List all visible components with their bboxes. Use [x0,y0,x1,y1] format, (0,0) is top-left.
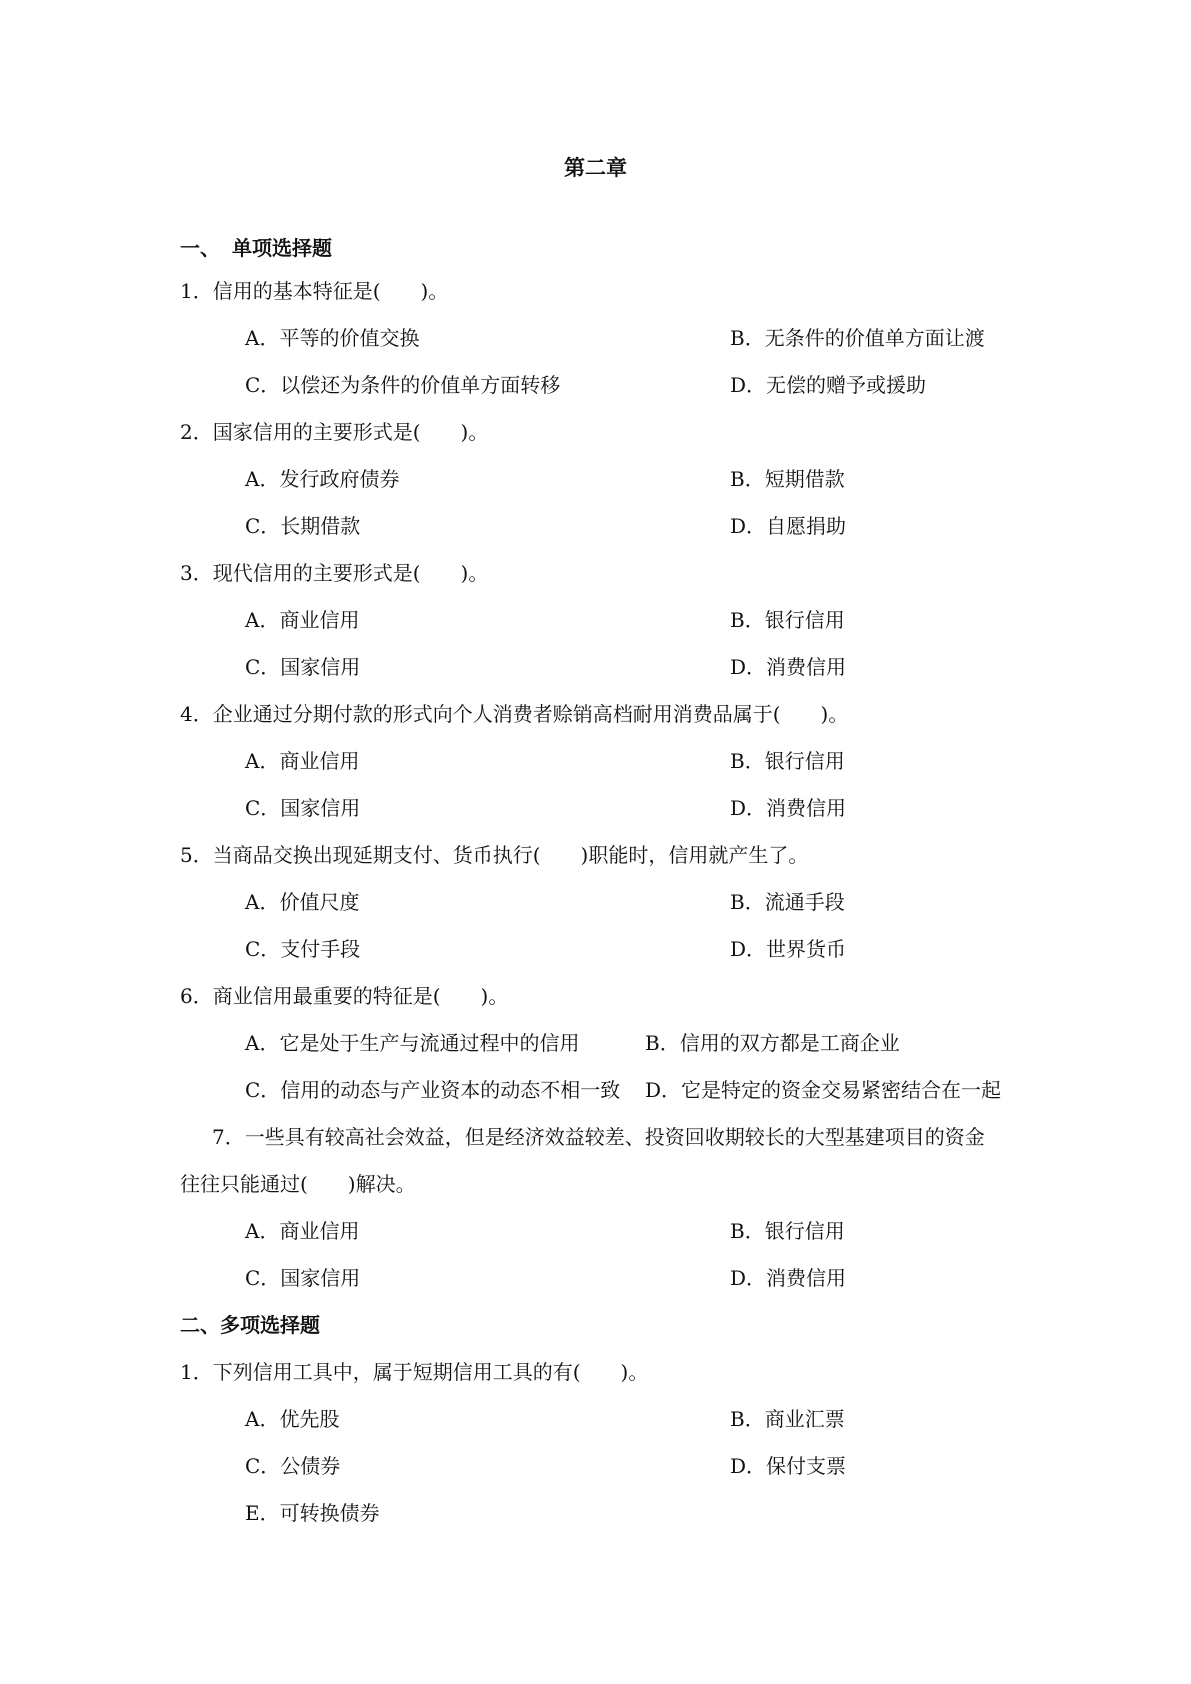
option-b: B．流通手段 [730,890,845,914]
option-c: C．国家信用 [245,655,361,679]
option-c: C．信用的动态与产业资本的动态不相一致 [245,1078,621,1102]
question-stem: 6．商业信用最重要的特征是( )。 [180,984,509,1008]
option-a: A．它是处于生产与流通过程中的信用 [245,1031,580,1055]
option-e: E．可转换债券 [245,1501,380,1525]
question-stem: 1．信用的基本特征是( )。 [180,279,449,303]
option-b: B．银行信用 [730,608,845,632]
option-a: A．商业信用 [245,608,360,632]
question-stem: 1．下列信用工具中，属于短期信用工具的有( )。 [180,1360,649,1384]
option-a: A．平等的价值交换 [245,326,420,350]
section-title: 二、多项选择题 [180,1313,320,1337]
option-b: B．银行信用 [730,749,845,773]
option-d: D．自愿捐助 [730,514,847,538]
option-a: A．商业信用 [245,749,360,773]
option-d: D．消费信用 [730,655,847,679]
section-heading [180,232,332,261]
option-b: B．商业汇票 [730,1407,845,1431]
option-d: D．保付支票 [730,1454,847,1478]
question-stem: 5．当商品交换出现延期支付、货币执行( )职能时，信用就产生了。 [180,843,809,867]
option-a: A．商业信用 [245,1219,360,1243]
question-stem: 2．国家信用的主要形式是( )。 [180,420,489,444]
option-d: D．世界货币 [730,937,847,961]
option-a: A．发行政府债券 [245,467,400,491]
option-b: B．短期借款 [730,467,845,491]
option-c: C．公债券 [245,1454,341,1478]
option-b: B．无条件的价值单方面让渡 [730,326,985,350]
option-d: D．消费信用 [730,1266,847,1290]
option-b: B．银行信用 [730,1219,845,1243]
option-c: C．国家信用 [245,796,361,820]
option-c: C．以偿还为条件的价值单方面转移 [245,373,561,397]
option-d: D．无偿的赠予或援助 [730,373,927,397]
option-b: B．信用的双方都是工商企业 [645,1031,900,1055]
question-stem-continuation: 往往只能通过( )解决。 [180,1172,416,1196]
question-stem: 3．现代信用的主要形式是( )。 [180,561,489,585]
section-title: 单项选择题 [232,236,332,260]
chapter-title: 第二章 [564,155,627,180]
option-c: C．国家信用 [245,1266,361,1290]
option-d: D．消费信用 [730,796,847,820]
section-heading [180,1309,320,1338]
question-stem: 4．企业通过分期付款的形式向个人消费者赊销高档耐用消费品属于( )。 [180,702,849,726]
option-c: C．支付手段 [245,937,361,961]
question-stem: 7．一些具有较高社会效益，但是经济效益较差、投资回收期较长的大型基建项目的资金 [212,1125,985,1149]
option-a: A．价值尺度 [245,890,360,914]
option-d: D．它是特定的资金交易紧密结合在一起 [645,1078,1002,1102]
section-number: 一、 [180,236,220,260]
option-c: C．长期借款 [245,514,361,538]
option-a: A．优先股 [245,1407,340,1431]
